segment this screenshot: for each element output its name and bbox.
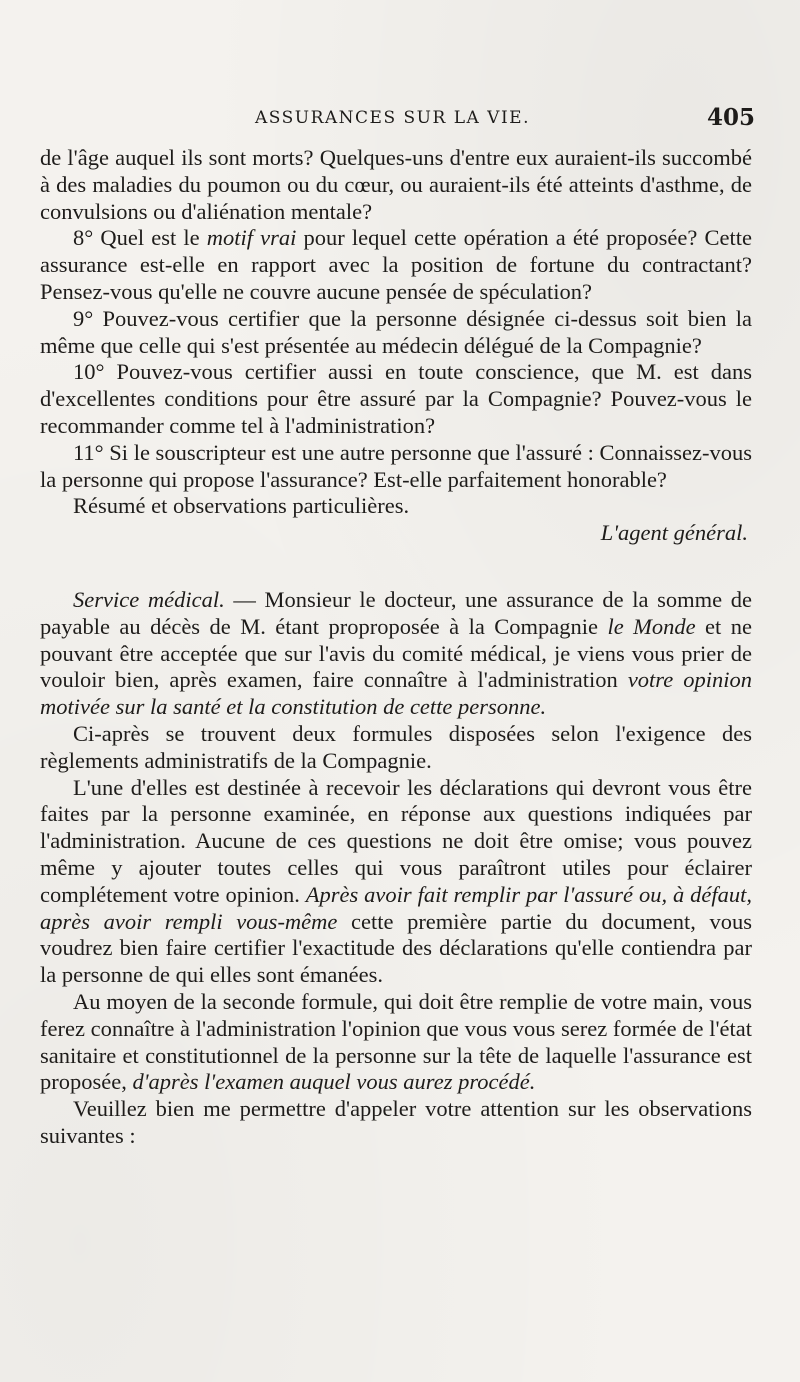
question-8-text-b: pour lequel cette opération a été proposée? Cette assurance est-elle en rapport avec la position de fortune du contractant? Pensez-vous qu'elle ne couvre aucune pensée de spéculation?	[40, 225, 752, 304]
second-formula-text: Au moyen de la seconde formule, qui doit être remplie de votre main, vous ferez connaître à l'administration l'opinion que vous vous serez formée de l'état sanitaire et constitutionnel de la personne sur la tête de laquelle l'assurance est proposée,	[40, 988, 752, 1095]
closing-paragraph: Veuillez bien me permettre d'appeler votre attention sur les observations suivantes :	[40, 1096, 752, 1148]
second-formula-emphasis: d'après l'examen auquel vous aurez procédé.	[132, 1069, 536, 1095]
page-number: 405	[706, 104, 755, 131]
second-formula-paragraph	[40, 989, 752, 1096]
first-formula-emphasis: Après avoir fait remplir par l'assuré ou, à défaut, après avoir rempli vous-même	[40, 881, 752, 934]
question-10: 10° Pouvez-vous certifier aussi en toute conscience, que M. est dans d'excellentes conditions pour être assuré par la Compagnie? Pouvez-vous le recommander comme tel à l'administration?	[40, 359, 752, 438]
first-formula-paragraph	[40, 775, 752, 989]
question-11: 11° Si le souscripteur est une autre personne que l'assuré : Connaissez-vous la personne qui propose l'assurance? Est-elle parfaitement honorable?	[40, 439, 752, 492]
service-medical-emphasis: votre opinion motivée sur la santé et la constitution de cette personne.	[40, 667, 752, 720]
paragraph-continuation: de l'âge auquel ils sont morts? Quelques-uns d'entre eux auraient-ils succombé à des maladies du poumon ou du cœur, ou auraient-ils été atteints d'asthme, de convulsions ou d'aliénation mentale?	[40, 145, 752, 224]
company-name: le Monde	[607, 613, 696, 639]
question-8-emphasis: motif vrai	[206, 225, 297, 251]
first-formula-text-b: cette première partie du document, vous voudrez bien faire certifier l'exactitude des déclarations qu'elle contiendra par la personne de qui elles sont émanées.	[40, 908, 752, 988]
service-medical-label: Service médical.	[73, 586, 225, 612]
service-medical-text-a: — Monsieur le docteur, une assurance de la somme de payable au décès de M. étant proproposée à la Compagnie	[40, 586, 752, 639]
question-8	[40, 225, 752, 305]
body-text	[40, 145, 752, 1150]
first-formula-text-a: L'une d'elles est destinée à recevoir les déclarations qui devront vous être faites par la personne examinée, en réponse aux questions indiquées par l'administration. Aucune de ces questions ne doit être omise; vous pouvez même y ajouter toutes celles qui vous paraîtront utiles pour éclairer complétement votre opinion.	[40, 774, 752, 907]
running-title: ASSURANCES SUR LA VIE.	[255, 108, 530, 128]
page-header	[255, 104, 755, 134]
service-medical-paragraph	[40, 587, 752, 721]
question-9: 9° Pouvez-vous certifier que la personne désignée ci-dessus soit bien la même que celle qui s'est présentée au médecin délégué de la Compagnie?	[40, 305, 752, 358]
service-medical-text-b: et ne pouvant être acceptée que sur l'avis du comité médical, je viens vous prier de vouloir bien, après examen, faire connaître à l'administration	[40, 613, 752, 693]
question-8-text-a: 8° Quel est le	[73, 225, 207, 251]
agent-signature: L'agent général.	[600, 520, 748, 546]
summary-line: Résumé et observations particulières.	[73, 493, 410, 519]
formulas-paragraph: Ci-après se trouvent deux formules disposées selon l'exigence des règlements administratifs de la Compagnie.	[40, 720, 752, 773]
